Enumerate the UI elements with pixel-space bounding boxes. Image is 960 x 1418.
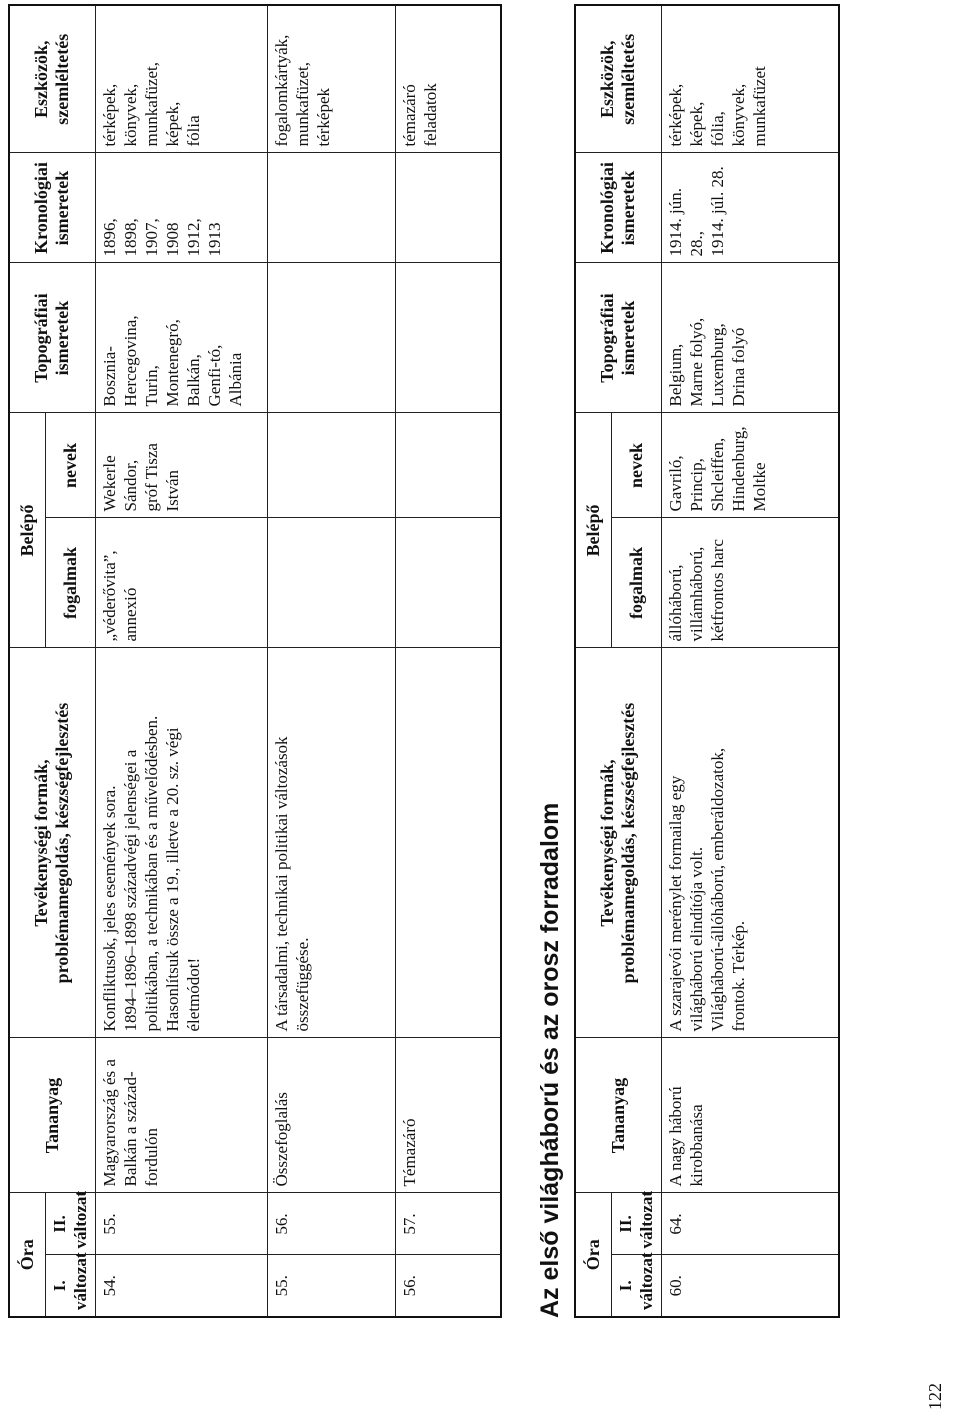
curriculum-table-1 — [8, 4, 502, 1318]
header-variant-2: II. változat — [611, 1193, 661, 1255]
header-topografiai: Topográfiai ismeretek — [9, 263, 95, 413]
cell-tevekenyseg — [395, 648, 501, 1038]
header-eszkozok: Eszközök, szemléltetés — [575, 5, 661, 153]
cell-kronologiai: 1896, 1898, 1907, 1908 1912, 1913 — [95, 153, 267, 263]
header-tananyag: Tananyag — [575, 1038, 661, 1193]
header-variant-2: II. változat — [45, 1193, 95, 1255]
cell-nevek: Gavriló, Princip, Shcleiffen, Hindenburg, Moltke — [661, 413, 839, 518]
cell-variant-1: 55. — [267, 1255, 395, 1317]
cell-nevek: Wekerle Sándor, gróf Tisza István — [95, 413, 267, 518]
cell-eszkozok: fogalomkártyák, munkafüzet, térképek — [267, 5, 395, 153]
cell-tevekenyseg: A szarajevói merénylet formailag egy világháború elindítója volt. Világháború-állóháború, emberáldozatok, frontok. Térkép. — [661, 648, 839, 1038]
header-variant-1: I. változat — [611, 1255, 661, 1317]
cell-tananyag: Összefoglalás — [267, 1038, 395, 1193]
cell-variant-2: 64. — [661, 1193, 839, 1255]
cell-variant-2: 55. — [95, 1193, 267, 1255]
page-number: 122 — [925, 1383, 945, 1410]
cell-eszkozok: témazáró feladatok — [395, 5, 501, 153]
cell-variant-1: 56. — [395, 1255, 501, 1317]
header-tananyag: Tananyag — [9, 1038, 95, 1193]
header-tevekenysegi: Tevékenységi formák, problémamegoldás, készségfejlesztés — [575, 648, 661, 1038]
cell-tevekenyseg: A társadalmi, technikai politikai változások összefüggése. — [267, 648, 395, 1038]
header-variant-1: I. változat — [45, 1255, 95, 1317]
section-title: Az első világháború és az orosz forradalom — [536, 802, 564, 1318]
cell-fogalmak — [267, 518, 395, 648]
cell-eszkozok: térképek, könyvek, munkafüzet, képek, fólia — [95, 5, 267, 153]
table-row — [267, 5, 395, 1317]
header-fogalmak: fogalmak — [611, 518, 661, 648]
cell-topografiai — [267, 263, 395, 413]
cell-kronologiai — [395, 153, 501, 263]
cell-topografiai: Belgium, Marne folyó, Luxemburg, Drina folyó — [661, 263, 839, 413]
cell-variant-1: 54. — [95, 1255, 267, 1317]
cell-topografiai — [395, 263, 501, 413]
cell-tananyag: Témazáró — [395, 1038, 501, 1193]
curriculum-table-2 — [574, 4, 840, 1318]
table-row — [395, 5, 501, 1317]
cell-eszkozok: térképek, képek, fólia, könyvek, munkafüzet — [661, 5, 839, 153]
header-kronologiai: Kronológiai ismeretek — [9, 153, 95, 263]
cell-kronologiai: 1914. jún. 28., 1914. júl. 28. — [661, 153, 839, 263]
cell-nevek — [395, 413, 501, 518]
cell-variant-2: 57. — [395, 1193, 501, 1255]
header-nevek: nevek — [611, 413, 661, 518]
header-ora: Óra — [575, 1193, 611, 1317]
cell-tevekenyseg: Konfliktusok, jeles események sora. 1894–1896–1898 századvégi jelenségei a politikában, a technikában és a művelődésben. Hasonlítsuk össze a 19., illetve a 20. sz. végi életmódot! — [95, 648, 267, 1038]
header-topografiai: Topográfiai ismeretek — [575, 263, 661, 413]
cell-fogalmak — [395, 518, 501, 648]
header-nevek: nevek — [45, 413, 95, 518]
cell-tananyag: A nagy háború kirobbanása — [661, 1038, 839, 1193]
cell-variant-2: 56. — [267, 1193, 395, 1255]
header-eszkozok: Eszközök, szemléltetés — [9, 5, 95, 153]
cell-tananyag: Magyarország és a Balkán a század- fordulón — [95, 1038, 267, 1193]
table-row — [661, 5, 839, 1317]
header-belepo: Belépő — [9, 413, 45, 648]
header-fogalmak: fogalmak — [45, 518, 95, 648]
header-kronologiai: Kronológiai ismeretek — [575, 153, 661, 263]
cell-nevek — [267, 413, 395, 518]
cell-kronologiai — [267, 153, 395, 263]
header-ora: Óra — [9, 1193, 45, 1317]
cell-topografiai: Bosznia- Hercegovina, Turin, Montenegró, Balkán, Genfi-tó, Albánia — [95, 263, 267, 413]
header-tevekenysegi: Tevékenységi formák, problémamegoldás, készségfejlesztés — [9, 648, 95, 1038]
cell-variant-1: 60. — [661, 1255, 839, 1317]
header-belepo: Belépő — [575, 413, 611, 648]
cell-fogalmak: „véderővita”, annexió — [95, 518, 267, 648]
table-row — [95, 5, 267, 1317]
cell-fogalmak: állóháború, villámháború, kétfrontos harc — [661, 518, 839, 648]
